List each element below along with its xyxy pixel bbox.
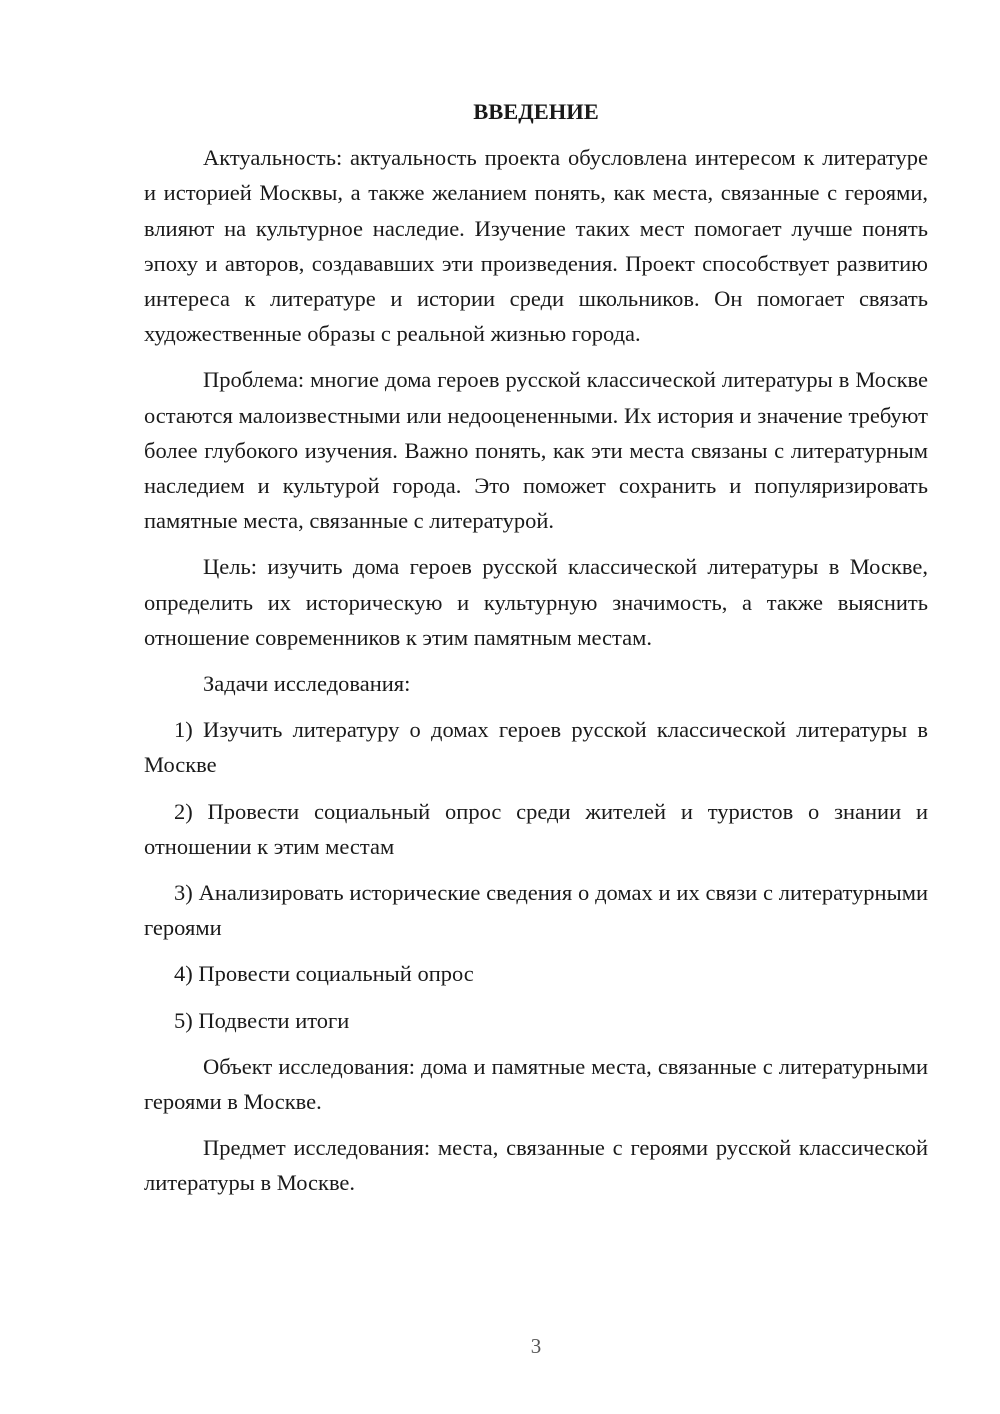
paragraph-problem: Проблема: многие дома героев русской классической литературы в Москве остаются малоизвестными или недооцененными. Их история и значение требуют более глубокого изучения. Важно понять, как эти места связаны с литературным наследием и культурой города. Это поможет сохранить и популяризировать памятные места, связанные с литературой.: [144, 367, 928, 534]
document-page: [144, 94, 928, 1212]
tasks-label: Задачи исследования:: [203, 671, 411, 697]
tasks-list: [144, 712, 928, 1038]
list-item: 4) Провести социальный опрос: [174, 961, 474, 987]
list-item: 2) Провести социальный опрос среди жителей и туристов о знании и отношении к этим местам: [144, 798, 928, 859]
paragraph-goal: Цель: изучить дома героев русской классической литературы в Москве, определить их историческую и культурную значимость, а также выяснить отношение современников к этим памятным местам.: [144, 554, 928, 650]
section-heading: ВВЕДЕНИЕ: [473, 99, 599, 124]
paragraph-relevance: Актуальность: актуальность проекта обусловлена интересом к литературе и историей Москвы, а также желанием понять, как места, связанные с героями, влияют на культурное наследие. Изучение таких мест помогает лучше понять эпоху и авторов, создававших эти произведения. Проект способствует развитию интереса к литературе и истории среди школьников. Он помогает связать художественные образы с реальной жизнью города.: [144, 145, 928, 347]
paragraph-object: Объект исследования: дома и памятные места, связанные с литературными героями в Москве.: [144, 1053, 928, 1115]
list-item: 1) Изучить литературу о домах героев русской классической литературы в Москве: [144, 717, 928, 778]
list-item: 3) Анализировать исторические сведения о домах и их связи с литературными героями: [144, 880, 928, 941]
page-number: 3: [530, 1334, 542, 1358]
list-item: 5) Подвести итоги: [174, 1007, 350, 1033]
paragraph-subject: Предмет исследования: места, связанные с героями русской классической литературы в Москве.: [144, 1135, 928, 1196]
